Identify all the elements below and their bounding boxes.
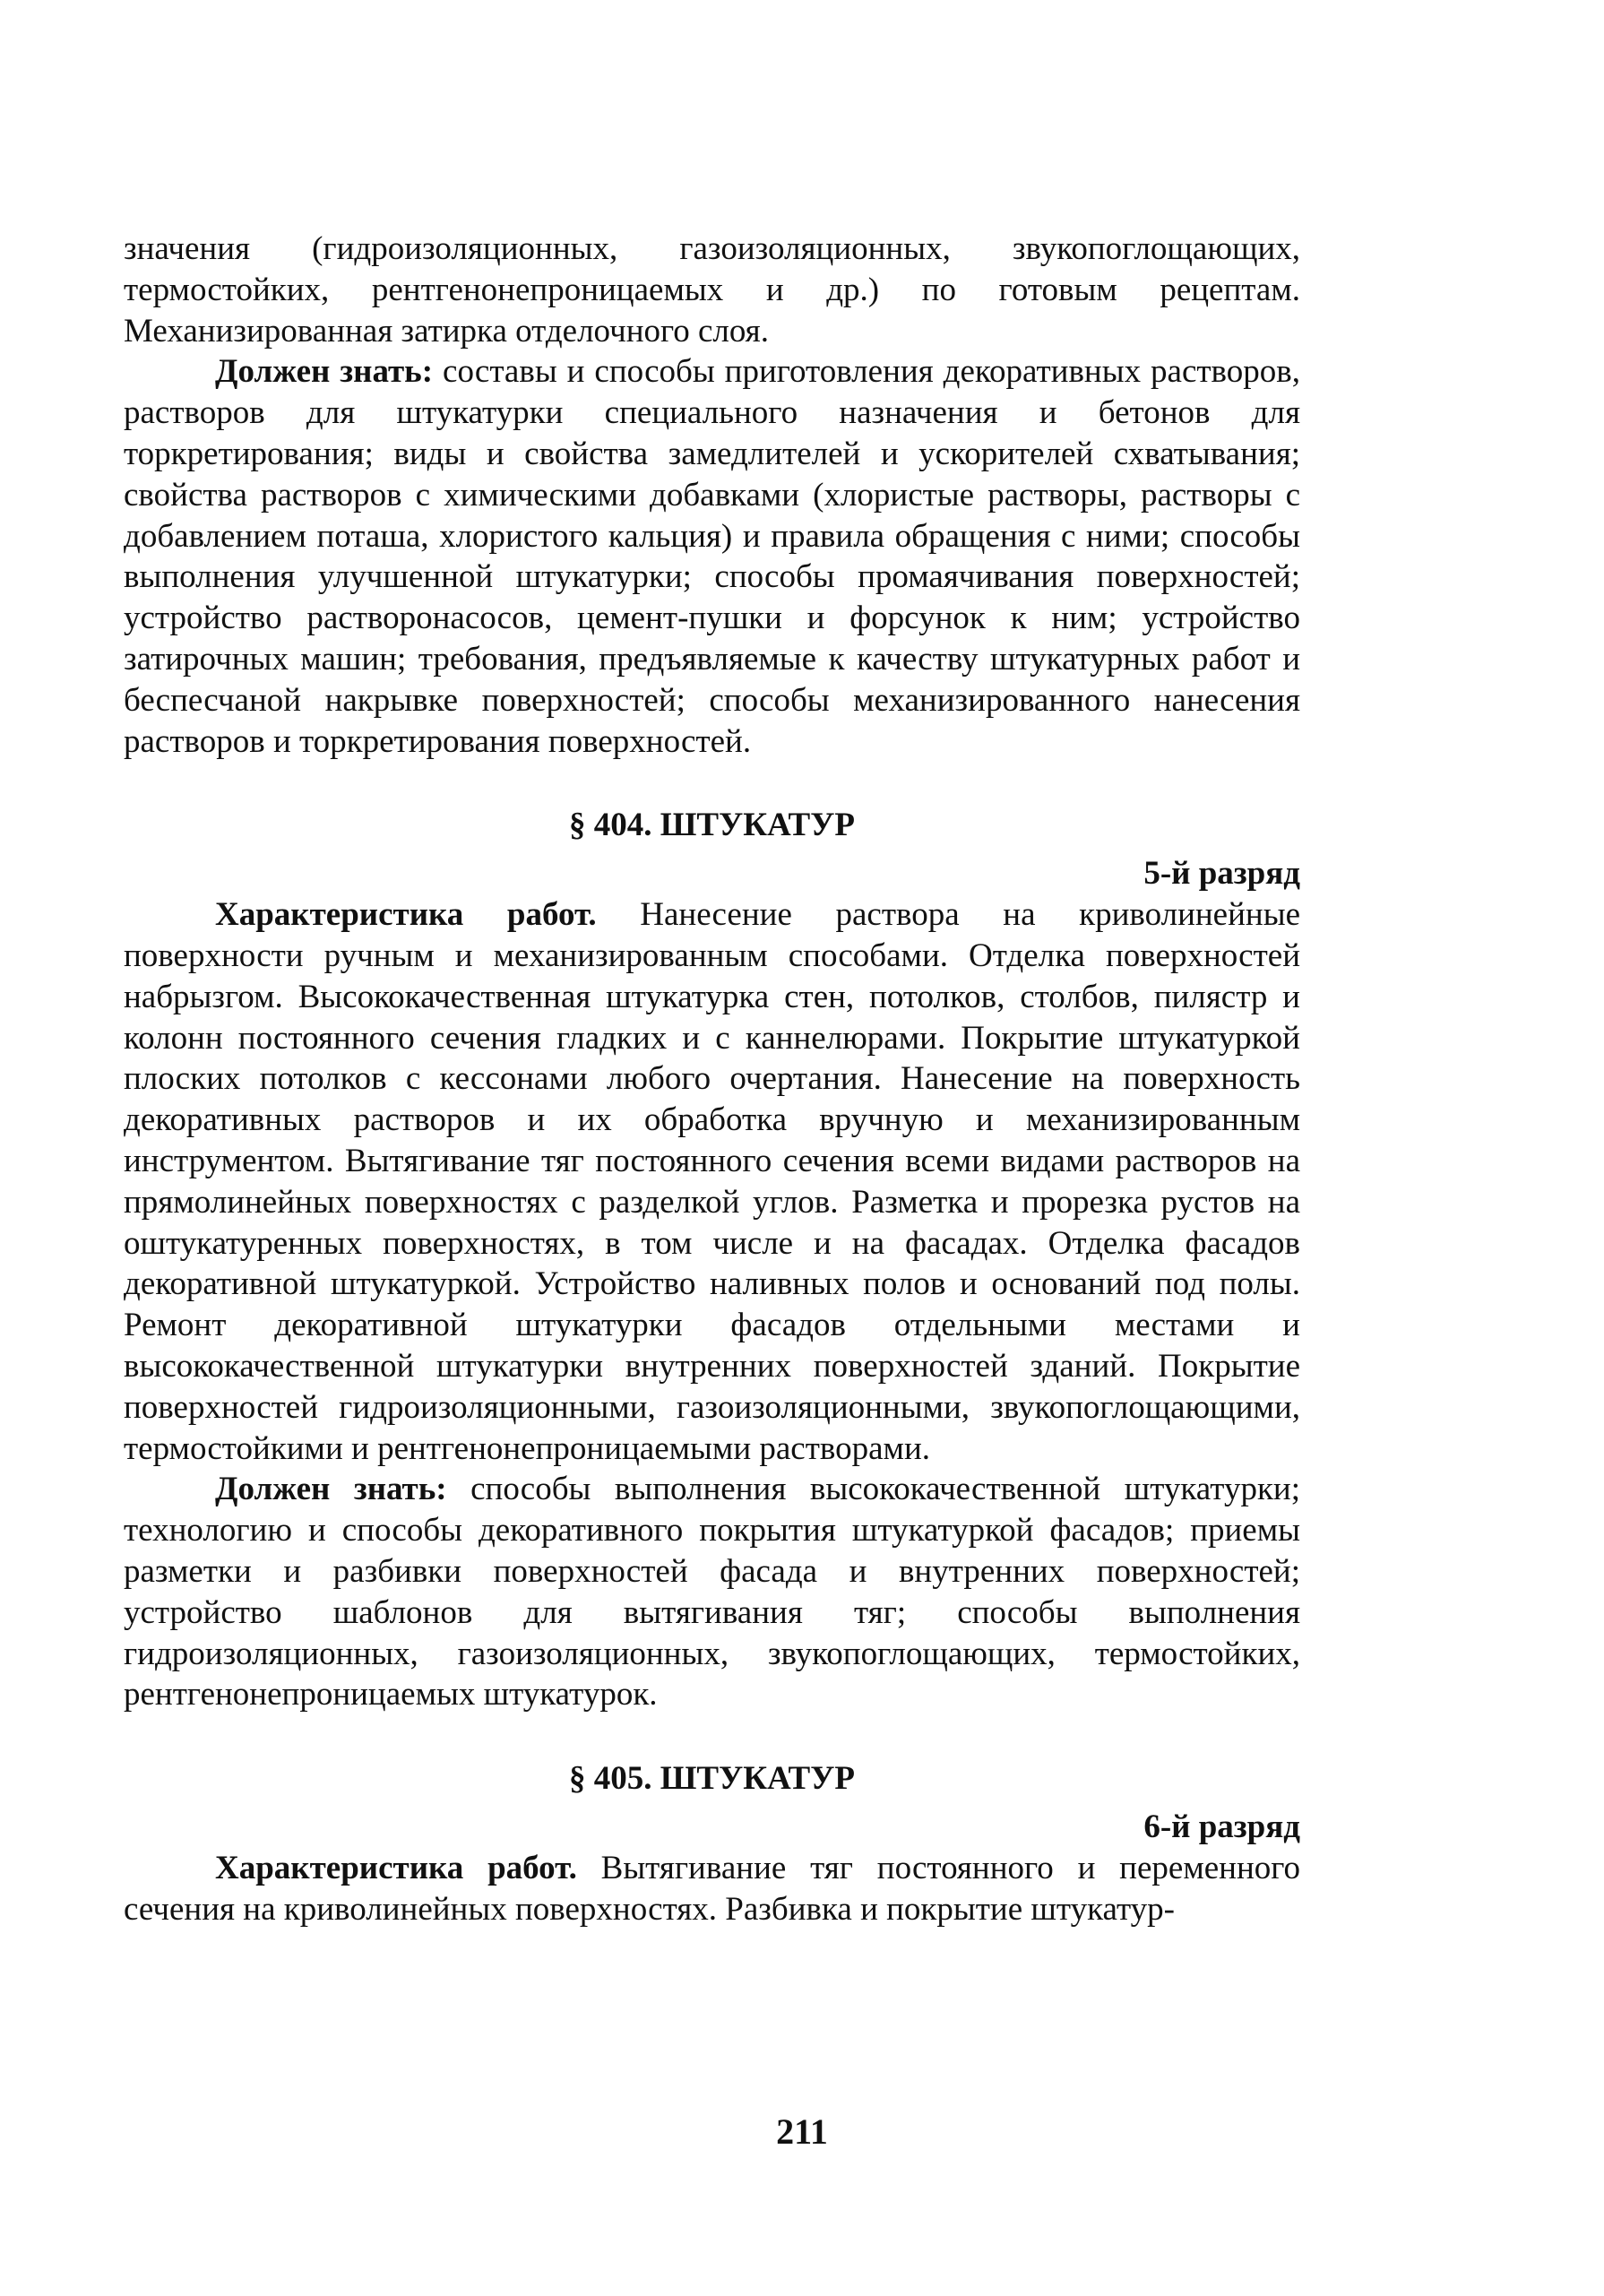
section-404-work-paragraph: [124, 894, 1300, 1469]
intro-knowledge-text: составы и способы приготовления декоративных растворов, растворов для штукатурки специального назначения и бетонов для торкретирования; виды и свойства замедлителей и ускорителей схватывания; свойства растворов с химическими добавками (хлористые растворы, растворы с добавлением поташа, хлористого кальция) и правила обращения с ними; способы выполнения улучшенной штукатурки; способы промаячивания поверхностей; устройство растворонасосов, цемент-пушки и форсунок к ним; устройство затирочных машин; требования, предъявляемые к качеству штукатурных работ и беспесчаной накрывке поверхностей; способы механизированного нанесения растворов и торкретирования поверхностей.: [124, 353, 1300, 760]
section-405-grade: 6-й разряд: [1143, 1808, 1300, 1846]
section-405-work-lead: Характеристика работ.: [215, 1849, 577, 1886]
intro-text: значения (гидроизоляционных, газоизоляционных, звукопоглощающих, термостойких, рентгенонепроницаемых и др.) по готовым рецептам. Механизированная затирка отделочного слоя.: [124, 230, 1300, 350]
section-405-work-paragraph: [124, 1848, 1300, 1930]
intro-knowledge-paragraph: [124, 351, 1300, 762]
intro-knowledge-lead: Должен знать:: [215, 353, 434, 391]
intro-paragraph: [124, 229, 1300, 351]
section-404-knowledge-lead: Должен знать:: [215, 1471, 447, 1508]
page-number: 211: [776, 2111, 828, 2152]
section-405-title: § 405. ШТУКАТУР: [569, 1760, 855, 1798]
section-404-knowledge-text: способы выполнения высококачественной штукатурки; технологию и способы декоративного покрытия штукатуркой фасадов; приемы разметки и разбивки поверхностей фасада и внутренних поверхностей; устройство шаблонов для вытягивания тяг; способы выполнения гидроизоляционных, газоизоляционных, звукопоглощающих, термостойких, рентгенонепроницаемых штукатурок.: [124, 1471, 1300, 1713]
section-404-grade: 5-й разряд: [1143, 855, 1300, 893]
section-405-work-text: Вытягивание тяг постоянного и переменного сечения на криволинейных поверхностях. Разбивка и покрытие штукатур-: [124, 1849, 1301, 1928]
section-404-title: § 404. ШТУКАТУР: [569, 807, 855, 844]
section-404-knowledge-paragraph: [124, 1469, 1300, 1715]
section-404-work-lead: Характеристика работ.: [215, 896, 597, 934]
section-404-work-text: Нанесение раствора на криволинейные поверхности ручным и механизированным способами. Отделка поверхностей набрызгом. Высококачественная штукатурка стен, потолков, столбов, пилястр и колонн постоянного сечения гладких и с каннелюрами. Покрытие штукатуркой плоских потолков с кессонами любого очертания. Нанесение на поверхность декоративных растворов и их обработка вручную и механизированным инструментом. Вытягивание тяг постоянного сечения всеми видами растворов на прямолинейных поверхностях с разделкой углов. Разметка и прорезка рустов на оштукатуренных поверхностях, в том числе и на фасадах. Отделка фасадов декоративной штукатуркой. Устройство наливных полов и оснований под полы. Ремонт декоративной штукатурки фасадов отдельными местами и высококачественной штукатурки внутренних поверхностей зданий. Покрытие поверхностей гидроизоляционными, газоизоляционными, звукопоглощающими, термостойкими и рентгенонепроницаемыми растворами.: [124, 896, 1300, 1467]
document-page: [124, 229, 1300, 1929]
